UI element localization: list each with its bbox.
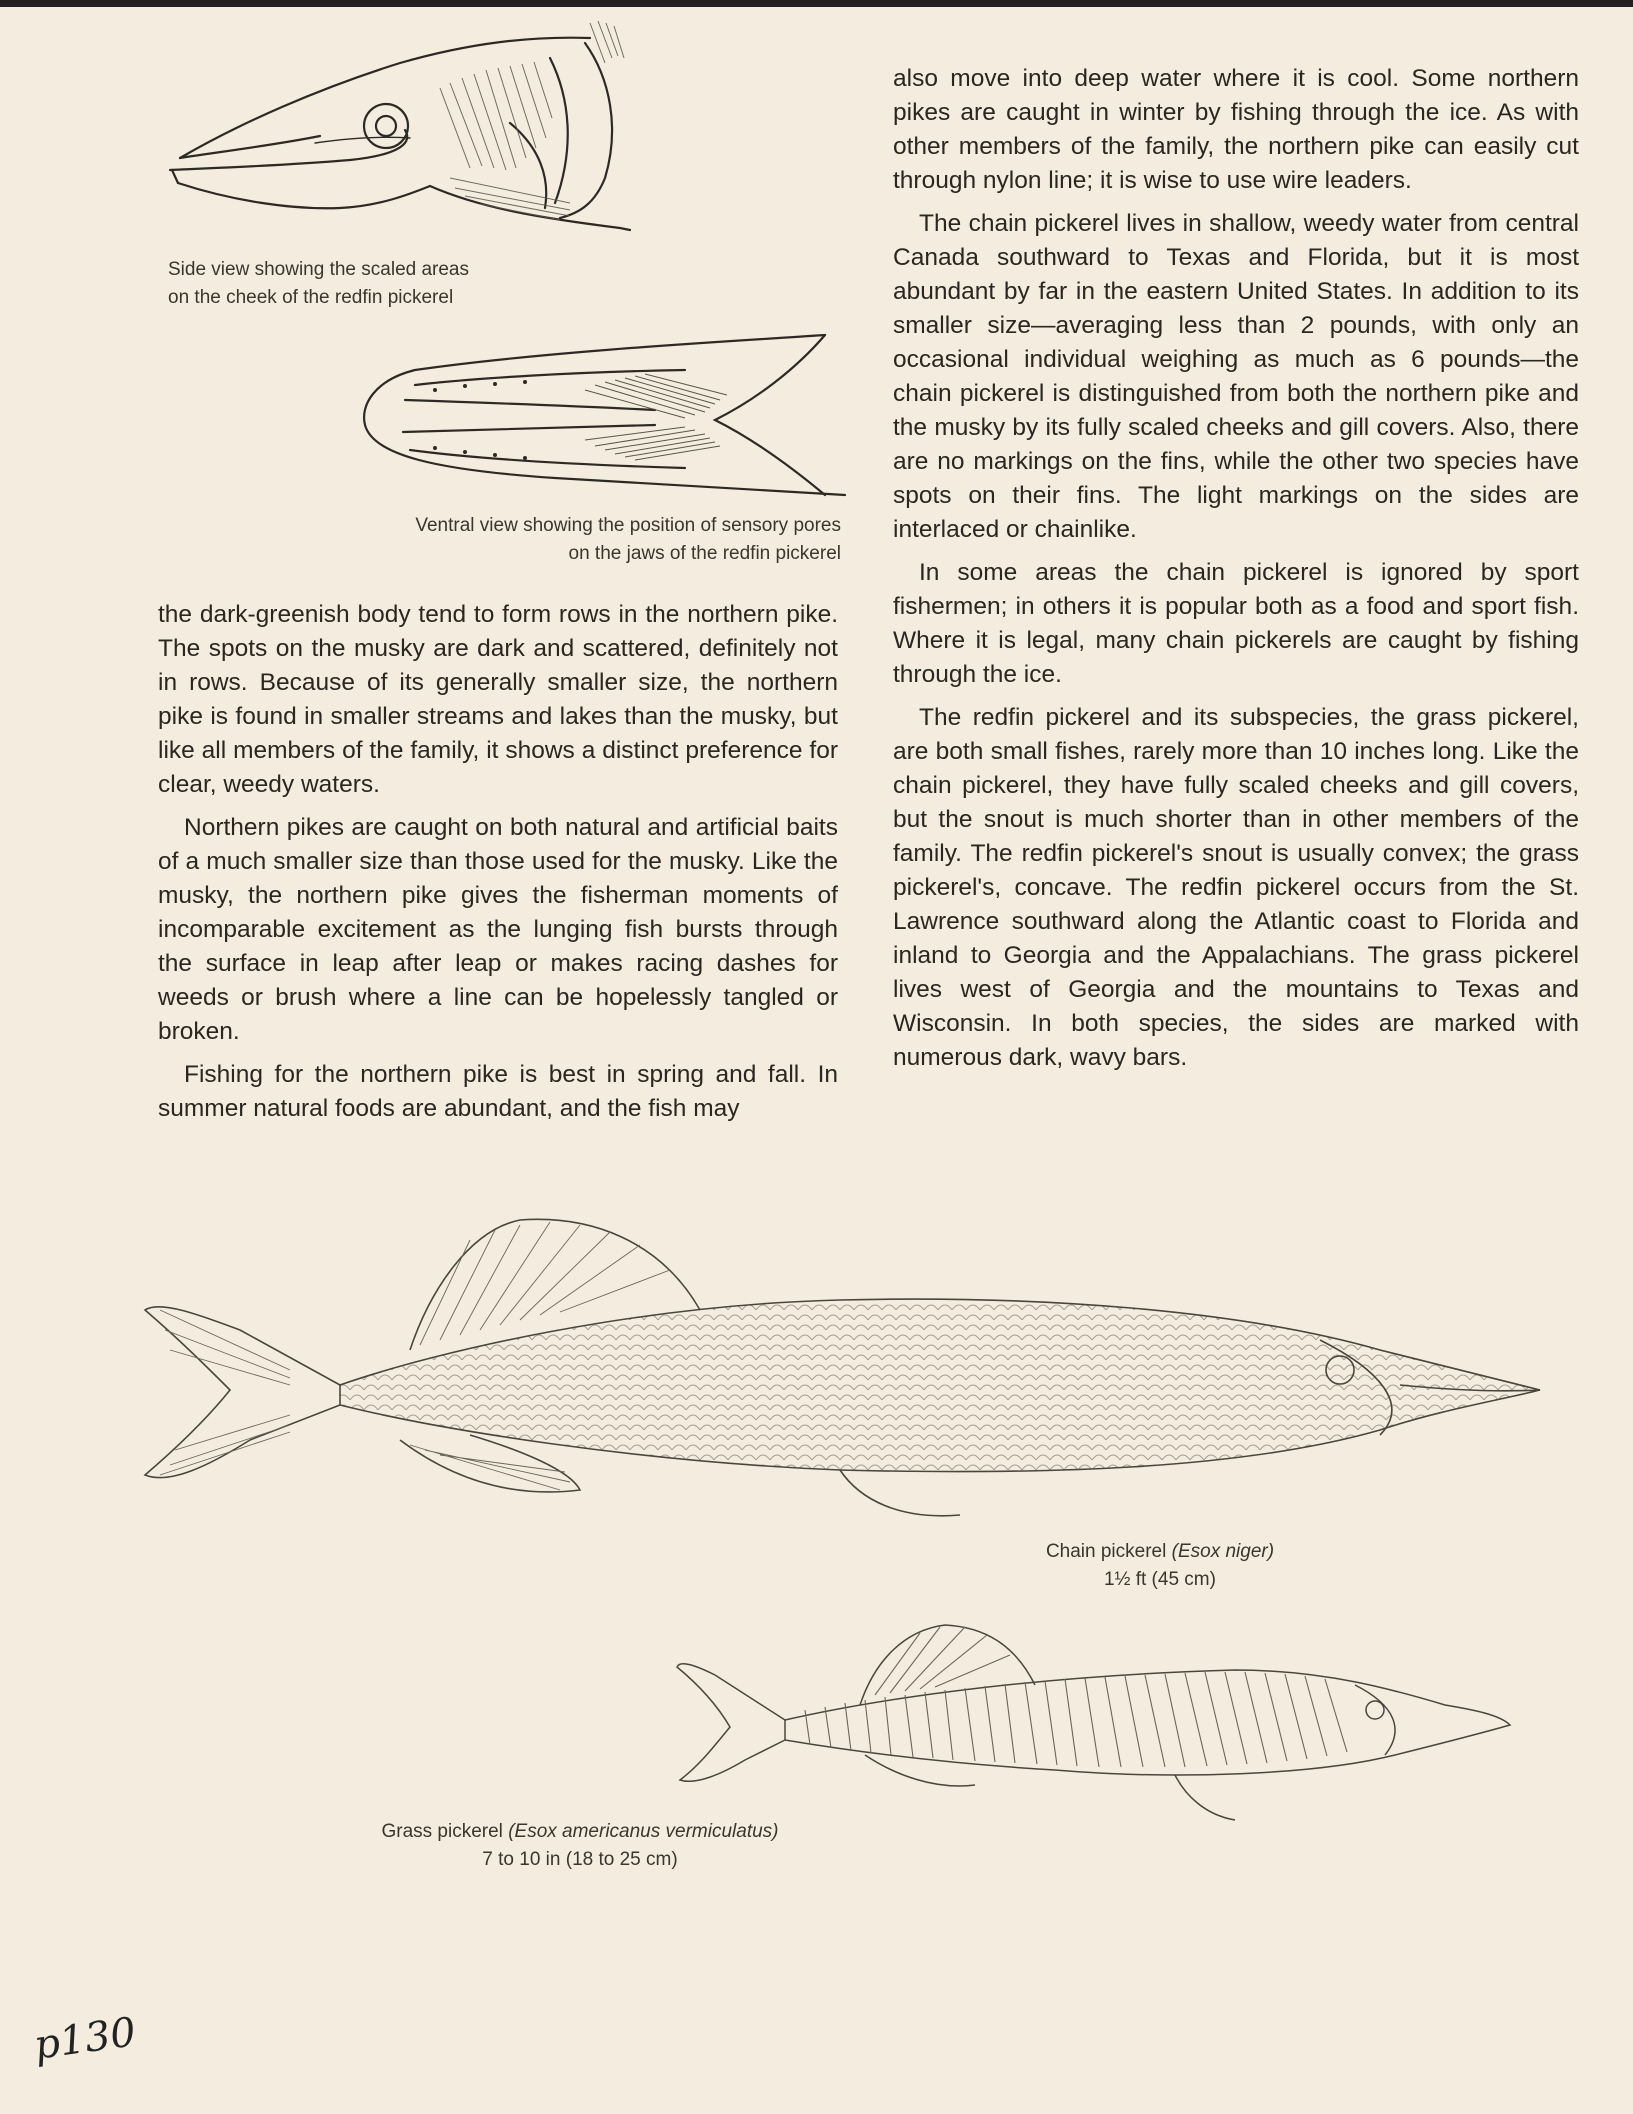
ventral-view-caption-line-2: on the jaws of the redfin pickerel — [568, 543, 841, 564]
chain-pickerel-size: 1½ ft (45 cm) — [1104, 1569, 1216, 1590]
pike-head-ventral-view-illustration — [355, 330, 855, 505]
pike-head-side-view-illustration — [150, 18, 640, 248]
side-view-caption-line-1: Side view showing the scaled areas — [168, 259, 470, 280]
right-text-column — [893, 62, 1579, 1084]
side-view-caption-line-2: on the cheek of the redfin pickerel — [168, 287, 454, 308]
grass-pickerel-name-line — [300, 1818, 860, 1846]
chain-pickerel-name-line — [960, 1538, 1360, 1566]
grass-pickerel-scientific-name: (Esox americanus vermiculatus) — [508, 1821, 779, 1842]
left-paragraph-2: Northern pikes are caught on both natural and artificial baits of a much smaller size than those used for the musky. Like the musky, the northern pike gives the fisherman moments of incomparable excitement as the lunging fish bursts through the surface in leap after leap or makes racing dashes for weeds or brush where a line can be hopelessly tangled or broken. — [158, 814, 838, 1045]
page-number: p130 — [31, 2009, 139, 2069]
grass-pickerel-common-name: Grass pickerel — [381, 1821, 503, 1842]
right-paragraph-3: In some areas the chain pickerel is ignored by sport fishermen; in others it is popular both as a food and sport fish. Where it is legal, many chain pickerels are caught by fishing through the ice. — [893, 559, 1579, 688]
chain-pickerel-scientific-name: (Esox niger) — [1171, 1541, 1275, 1562]
right-paragraph-4: The redfin pickerel and its subspecies, the grass pickerel, are both small fishes, rarely more than 10 inches long. Like the chain pickerel, they have fully scaled cheeks and gill covers, but the snout is much shorter than in other members of the family. The redfin pickerel's snout is usually convex; the grass pickerel's, concave. The redfin pickerel occurs from the St. Lawrence southward along the Atlantic coast to Florida and inland to Georgia and the Appalachians. The grass pickerel lives west of Georgia and the mountains to Texas and Wisconsin. In both species, the sides are marked with numerous dark, wavy bars. — [893, 704, 1579, 1071]
ventral-view-caption — [326, 512, 841, 568]
chain-pickerel-fish-illustration — [140, 1200, 1550, 1560]
left-text-column — [158, 598, 838, 1135]
left-paragraph-1: the dark-greenish body tend to form rows in the northern pike. The spots on the musky are dark and scattered, definitely not in rows. Because of its generally smaller size, the northern pike is found in smaller streams and lakes than the musky, but like all members of the family, it shows a distinct preference for clear, weedy waters. — [158, 601, 838, 798]
side-view-caption — [168, 256, 469, 312]
right-paragraph-2: The chain pickerel lives in shallow, weedy water from central Canada southward to Texas and Florida, but it is most abundant by far in the eastern United States. In addition to its smaller size—averaging less than 2 pounds, with only an occasional individual weighing as much as 6 pounds—the chain pickerel is distinguished from both the northern pike and the musky by its fully scaled cheeks and gill covers. Also, there are no markings on the fins, while the other two species have spots on their fins. The light markings on the sides are interlaced or chainlike. — [893, 210, 1579, 543]
chain-pickerel-caption — [960, 1538, 1360, 1594]
right-paragraph-1: also move into deep water where it is cool. Some northern pikes are caught in winter by fishing through the ice. As with other members of the family, the northern pike can easily cut through nylon line; it is wise to use wire leaders. — [893, 65, 1579, 194]
scan-top-edge — [0, 0, 1633, 7]
grass-pickerel-fish-illustration — [675, 1615, 1515, 1830]
chain-pickerel-common-name: Chain pickerel — [1045, 1541, 1167, 1562]
grass-pickerel-size: 7 to 10 in (18 to 25 cm) — [482, 1849, 678, 1870]
left-paragraph-3: Fishing for the northern pike is best in spring and fall. In summer natural foods are abundant, and the fish may — [158, 1061, 838, 1122]
grass-pickerel-caption — [300, 1818, 860, 1874]
ventral-view-caption-line-1: Ventral view showing the position of sensory pores — [415, 515, 841, 536]
